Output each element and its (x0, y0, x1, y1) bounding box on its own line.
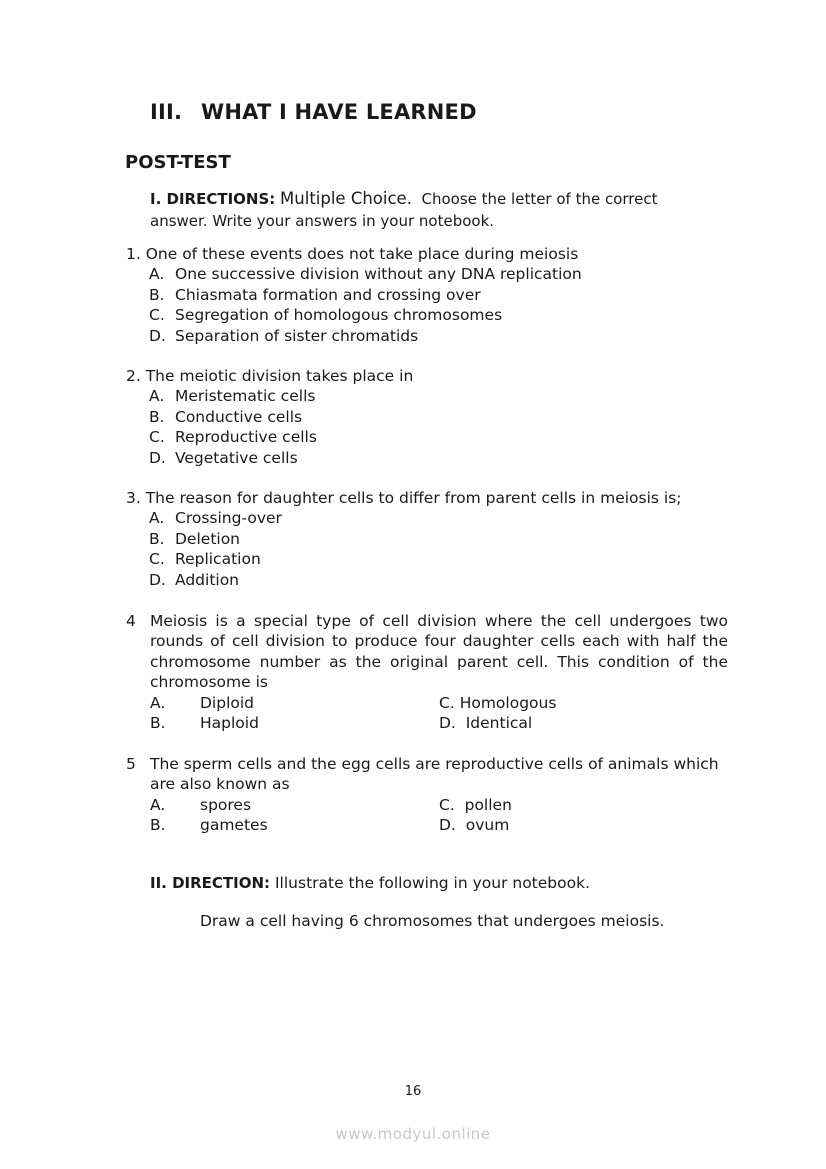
option-b: B. Chiasmata formation and crossing over (149, 285, 481, 304)
question-stem: The sperm cells and the egg cells are reproductive cells of animals which are also known as (150, 755, 719, 794)
question-stem: 3. The reason for daughter cells to differ from parent cells in meiosis is; (126, 489, 682, 507)
option-b: B. Conductive cells (149, 407, 303, 426)
directions-2-text: Illustrate the following in your notebook. (274, 874, 590, 892)
option-c: C. pollen (439, 795, 512, 814)
question-4 (126, 611, 728, 733)
question-stem: 1. One of these events does not take place during meiosis (126, 245, 579, 263)
directions-1-line1: Choose the letter of the correct (421, 190, 658, 208)
section-title: WHAT I HAVE LEARNED (201, 100, 477, 124)
question-3 (126, 488, 682, 590)
option-d: D. Vegetative cells (149, 448, 298, 467)
option-b: B. Deletion (149, 529, 241, 548)
option-c: C. Reproductive cells (149, 428, 317, 447)
option-d: D. Separation of sister chromatids (149, 326, 419, 345)
directions-1-type: Multiple Choice. (280, 189, 412, 208)
directions-2 (150, 874, 590, 892)
option-a: A. Diploid (150, 693, 255, 712)
option-c: C. Homologous (439, 693, 557, 712)
question-stem: Meiosis is a special type of cell division where the cell undergoes two rounds of cell division to produce four daughter cells each with half the chromosome number as the original parent cell. This condition of the chromosome is (150, 612, 728, 692)
option-b: B. Haploid (150, 714, 259, 733)
page-number: 16 (404, 1084, 422, 1099)
directions-1-label: I. DIRECTIONS: (150, 190, 276, 208)
question-5 (126, 754, 728, 836)
posttest-heading: POST-TEST (125, 152, 231, 173)
drawing-task: Draw a cell having 6 chromosomes that undergoes meiosis. (200, 912, 665, 930)
option-a: A. Crossing-over (149, 509, 282, 528)
question-1 (126, 244, 582, 346)
question-stem: 2. The meiotic division takes place in (126, 367, 414, 385)
directions-2-label: II. DIRECTION: (150, 874, 271, 892)
option-a: A. Meristematic cells (149, 387, 316, 406)
option-c: C. Replication (149, 550, 261, 569)
option-d: D. Identical (439, 714, 533, 733)
option-b: B. gametes (150, 816, 268, 835)
option-c: C. Segregation of homologous chromosomes (149, 306, 503, 325)
option-a: A. One successive division without any DNA replication (149, 265, 582, 284)
section-number: III. (150, 100, 183, 124)
question-2 (126, 366, 413, 468)
option-d: D. ovum (439, 816, 510, 835)
option-d: D. Addition (149, 570, 240, 589)
question-number: 5 (126, 755, 136, 773)
section-heading (150, 100, 477, 124)
watermark: www.modyul.online (335, 1125, 491, 1143)
directions-1-line2: answer. Write your answers in your notebook. (150, 212, 495, 230)
directions-1 (150, 188, 730, 232)
question-number: 4 (126, 612, 136, 630)
option-a: A. spores (150, 795, 252, 814)
